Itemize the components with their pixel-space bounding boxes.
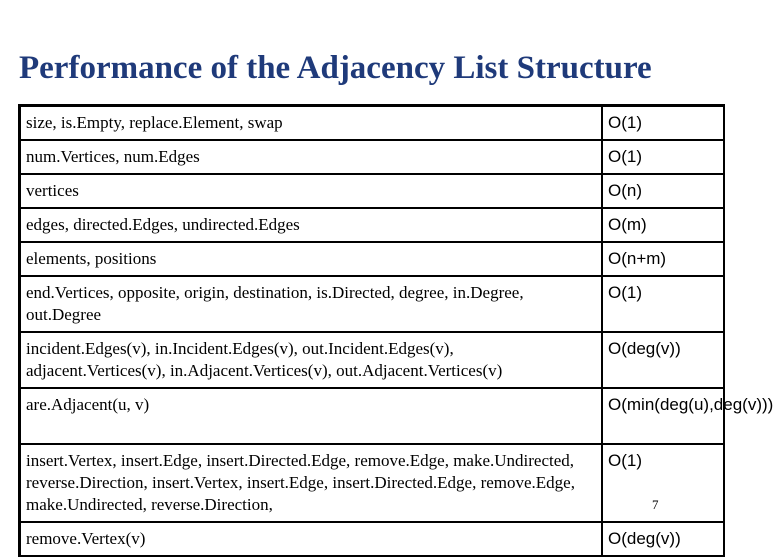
table-row [20, 208, 725, 242]
table-row [20, 388, 725, 444]
operations-cell: elements, positions [20, 242, 603, 276]
table-row [20, 140, 725, 174]
complexity-cell: O(1) [602, 140, 724, 174]
complexity-cell: O(1) [602, 444, 724, 522]
table-row [20, 242, 725, 276]
performance-table [18, 104, 773, 557]
operations-cell: edges, directed.Edges, undirected.Edges [20, 208, 603, 242]
table-row [20, 522, 725, 556]
table-row [20, 106, 725, 141]
slide-title: Performance of the Adjacency List Structure [19, 50, 652, 86]
operations-cell: incident.Edges(v), in.Incident.Edges(v), out.Incident.Edges(v), adjacent.Vertices(v), in.Adjacent.Vertices(v), out.Adjacent.Vertices(v) [20, 332, 603, 388]
complexity-cell: O(1) [602, 276, 724, 332]
operations-cell: size, is.Empty, replace.Element, swap [20, 106, 603, 141]
operations-cell: insert.Vertex, insert.Edge, insert.Directed.Edge, remove.Edge, make.Undirected, reverse.Direction, insert.Vertex, insert.Edge, insert.Directed.Edge, remove.Edge, make.Undirected, reverse.Direction, [20, 444, 603, 522]
page-number: 7 [652, 497, 659, 512]
operations-cell: num.Vertices, num.Edges [20, 140, 603, 174]
table-row [20, 174, 725, 208]
complexity-cell: O(n+m) [602, 242, 724, 276]
table-row [20, 332, 725, 388]
complexity-cell: O(deg(v)) [602, 522, 724, 556]
complexity-cell: O(deg(v)) [602, 332, 724, 388]
complexity-cell: O(1) [602, 106, 724, 141]
table-row [20, 276, 725, 332]
operations-cell: are.Adjacent(u, v) [20, 388, 603, 444]
operations-cell: remove.Vertex(v) [20, 522, 603, 556]
complexity-cell: O(m) [602, 208, 724, 242]
operations-cell: end.Vertices, opposite, origin, destination, is.Directed, degree, in.Degree, out.Degree [20, 276, 603, 332]
operations-cell: vertices [20, 174, 603, 208]
table-row [20, 444, 725, 522]
complexity-cell: O(min(deg(u),deg(v))) [602, 388, 724, 444]
complexity-cell: O(n) [602, 174, 724, 208]
